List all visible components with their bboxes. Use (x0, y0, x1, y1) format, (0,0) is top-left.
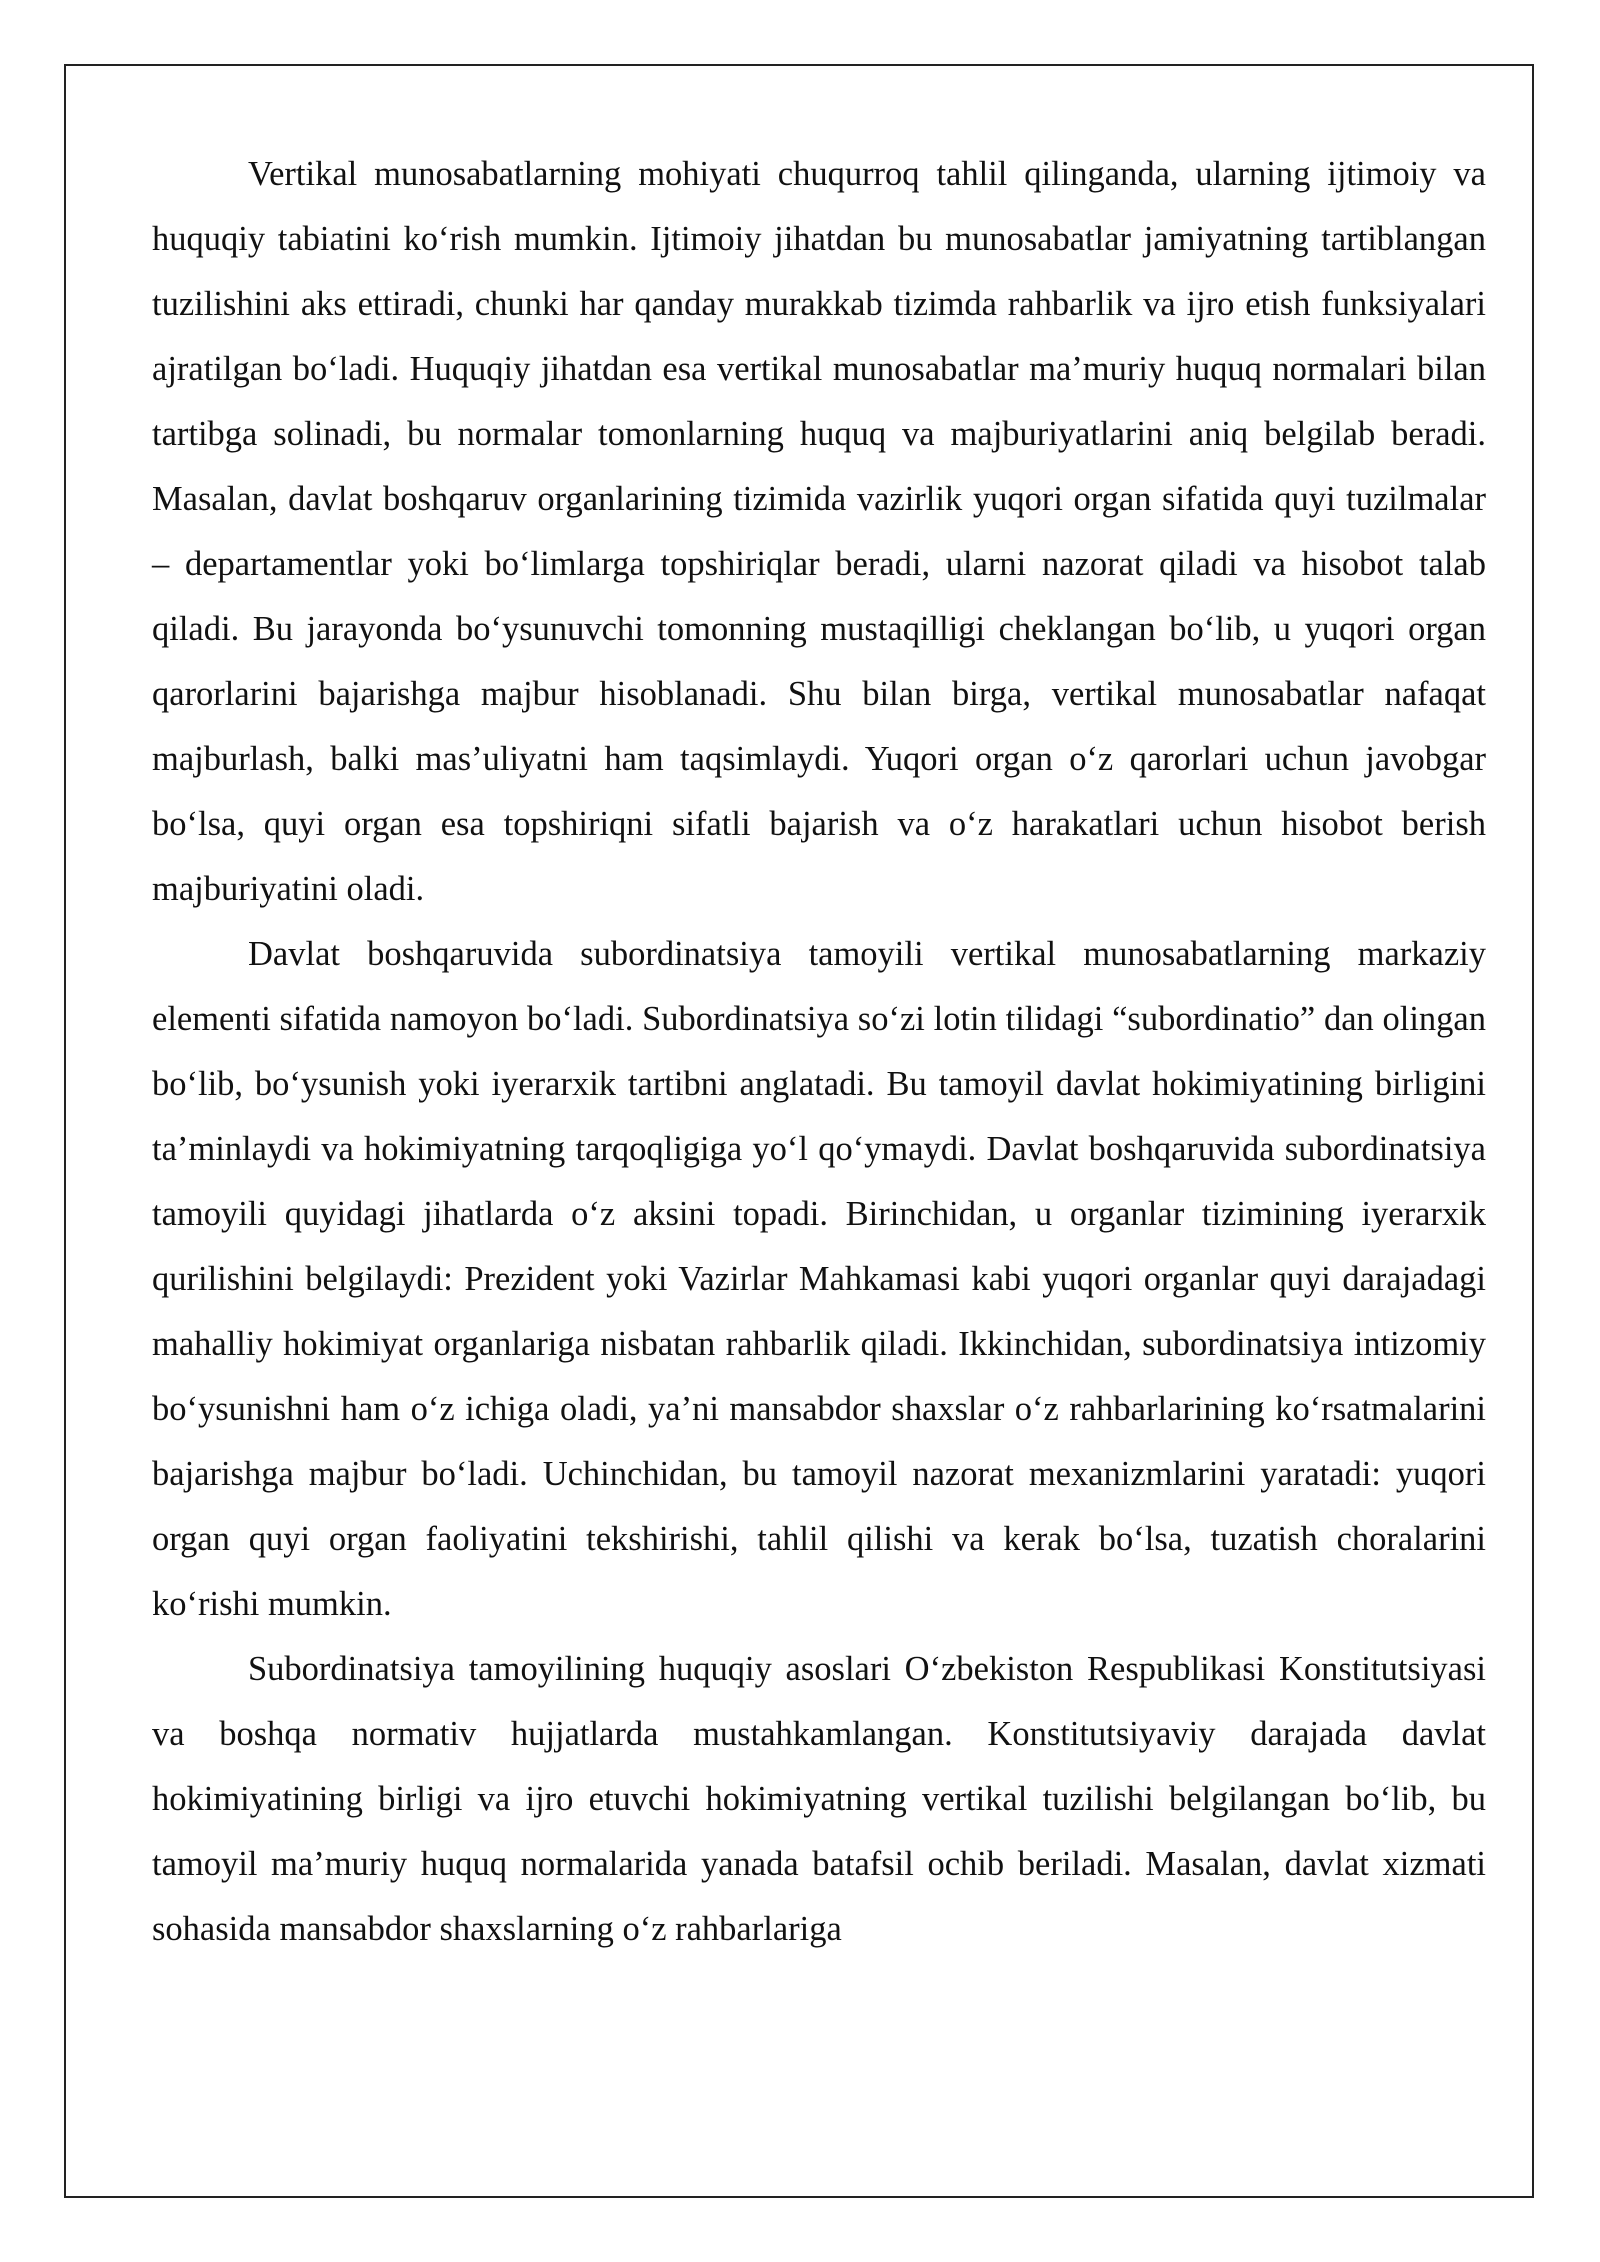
paragraph-2: Davlat boshqaruvida subordinatsiya tamoyili vertikal munosabatlarning markaziy elementi sifatida namoyon bo‘ladi. Subordinatsiya so‘zi lotin tilidagi “subordinatio” dan olingan bo‘lib, bo‘ysunish yoki iyerarxik tartibni anglatadi. Bu tamoyil davlat hokimiyatining birligini ta’minlaydi va hokimiyatning tarqoqligiga yo‘l qo‘ymaydi. Davlat boshqaruvida subordinatsiya tamoyili quyidagi jihatlarda o‘z aksini topadi. Birinchidan, u organlar tizimining iyerarxik qurilishini belgilaydi: Prezident yoki Vazirlar Mahkamasi kabi yuqori organlar quyi darajadagi mahalliy hokimiyat organlariga nisbatan rahbarlik qiladi. Ikkinchidan, subordinatsiya intizomiy bo‘ysunishni ham o‘z ichiga oladi, ya’ni mansabdor shaxslar o‘z rahbarlarining ko‘rsatmalarini bajarishga majbur bo‘ladi. Uchinchidan, bu tamoyil nazorat mexanizmlarini yaratadi: yuqori organ quyi organ faoliyatini tekshirishi, tahlil qilishi va kerak bo‘lsa, tuzatish choralarini ko‘rishi mumkin. (152, 935, 1486, 1623)
paragraph-3: Subordinatsiya tamoyilining huquqiy asoslari O‘zbekiston Respublikasi Konstitutsiyasi va boshqa normativ hujjatlarda mustahkamlangan. Konstitutsiyaviy darajada davlat hokimiyatining birligi va ijro etuvchi hokimiyatning vertikal tuzilishi belgilangan bo‘lib, bu tamoyil ma’muriy huquq normalarida yanada batafsil ochib beriladi. Masalan, davlat xizmati sohasida mansabdor shaxslarning o‘z rahbarlariga (152, 1650, 1486, 1948)
paragraph-1: Vertikal munosabatlarning mohiyati chuqurroq tahlil qilinganda, ularning ijtimoiy va huquqiy tabiatini ko‘rish mumkin. Ijtimoiy jihatdan bu munosabatlar jamiyatning tartiblangan tuzilishini aks ettiradi, chunki har qanday murakkab tizimda rahbarlik va ijro etish funksiyalari ajratilgan bo‘ladi. Huquqiy jihatdan esa vertikal munosabatlar ma’muriy huquq normalari bilan tartibga solinadi, bu normalar tomonlarning huquq va majburiyatlarini aniq belgilab beradi. Masalan, davlat boshqaruv organlarining tizimida vazirlik yuqori organ sifatida quyi tuzilmalar – departamentlar yoki bo‘limlarga topshiriqlar beradi, ularni nazorat qiladi va hisobot talab qiladi. Bu jarayonda bo‘ysunuvchi tomonning mustaqilligi cheklangan bo‘lib, u yuqori organ qarorlarini bajarishga majbur hisoblanadi. Shu bilan birga, vertikal munosabatlar nafaqat majburlash, balki mas’uliyatni ham taqsimlaydi. Yuqori organ o‘z qarorlari uchun javobgar bo‘lsa, quyi organ esa topshiriqni sifatli bajarish va o‘z harakatlari uchun hisobot berish majburiyatini oladi. (152, 155, 1486, 908)
document-body (152, 142, 1486, 1962)
